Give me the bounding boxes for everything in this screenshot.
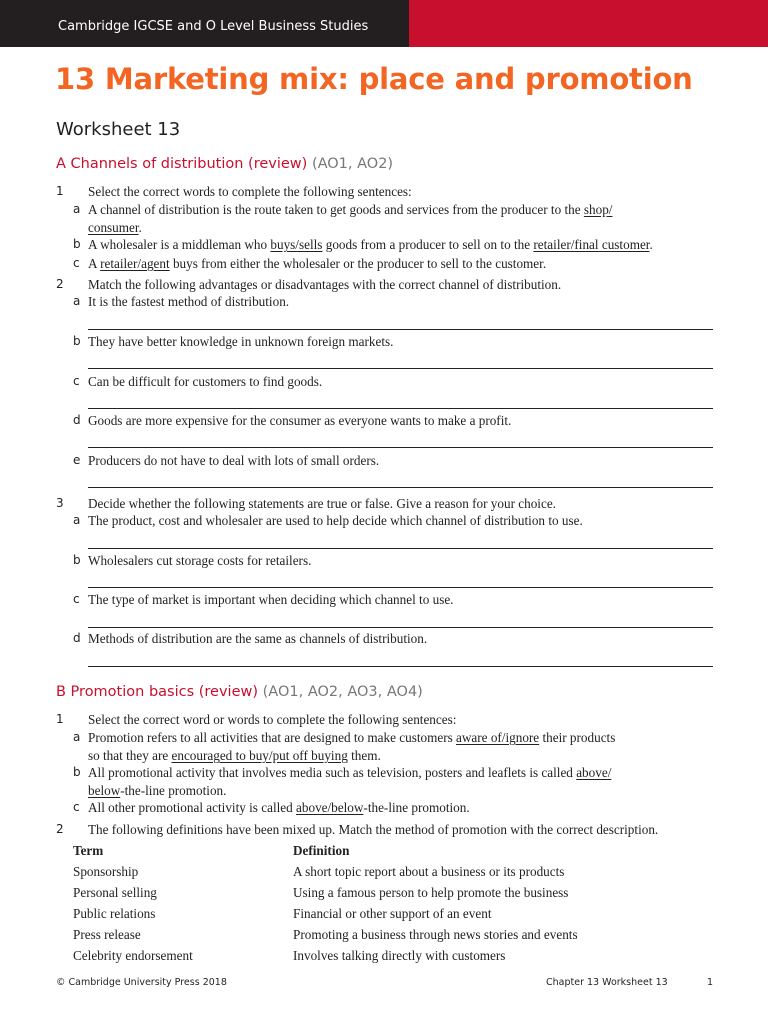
footer-copyright: © Cambridge University Press 2018 — [56, 977, 227, 988]
option-below[interactable]: below — [88, 783, 121, 798]
a-q1-b-letter: b — [73, 237, 81, 251]
b-q1-prompt: Select the correct word or words to complete the following sentences: — [88, 712, 457, 727]
footer-chapter-ref: Chapter 13 Worksheet 13 — [546, 977, 668, 988]
option-above[interactable]: above/ — [576, 765, 612, 780]
option-consumer[interactable]: consumer — [88, 220, 139, 235]
section-a-heading — [56, 156, 393, 172]
a-q2-prompt: Match the following advantages or disadvantages with the correct channel of distribution. — [88, 277, 562, 292]
a-q3-number: 3 — [56, 496, 64, 510]
col-term-header: Term — [73, 843, 104, 858]
option-buys-sells[interactable]: buys/sells — [270, 237, 323, 252]
section-b-ao: (AO1, AO2, AO3, AO4) — [262, 684, 423, 700]
a-q1-c-text: A retailer/agent buys from either the wholesaler or the producer to sell to the customer. — [88, 256, 547, 271]
worksheet-title: Worksheet 13 — [56, 119, 181, 140]
section-b-title: B Promotion basics (review) — [56, 684, 259, 700]
header-dark-block — [0, 0, 409, 47]
a-q2-number: 2 — [56, 277, 64, 291]
answer-line[interactable] — [88, 447, 713, 448]
option-encouraged-put-off[interactable]: encouraged to buy/put off buying — [171, 748, 348, 763]
option-retailer-agent[interactable]: retailer/agent — [100, 256, 170, 271]
header-red-block — [409, 0, 768, 47]
a-q1-b-text: A wholesaler is a middleman who buys/sells goods from a producer to sell on to the retailer/final customer. — [88, 237, 653, 252]
answer-line[interactable] — [88, 587, 713, 588]
option-above-below[interactable]: above/below — [296, 800, 364, 815]
answer-line[interactable] — [88, 487, 713, 488]
answer-line[interactable] — [88, 408, 713, 409]
answer-line[interactable] — [88, 329, 713, 330]
col-definition-header: Definition — [293, 843, 350, 858]
a-q1-number: 1 — [56, 184, 64, 198]
section-b-heading — [56, 684, 423, 700]
footer-page-number: 1 — [707, 977, 714, 988]
header-bar — [0, 0, 768, 47]
a-q1-prompt: Select the correct words to complete the following sentences: — [88, 184, 412, 199]
b-q2-number: 2 — [56, 822, 64, 836]
a-q1-a-text: A channel of distribution is the route taken to get goods and services from the producer to the shop/ — [88, 202, 613, 217]
a-q3-prompt: Decide whether the following statements are true or false. Give a reason for your choice. — [88, 496, 556, 511]
a-q1-c-letter: c — [73, 256, 80, 270]
b-q2-prompt: The following definitions have been mixed up. Match the method of promotion with the correct description. — [88, 822, 659, 837]
section-a-ao: (AO1, AO2) — [311, 156, 394, 172]
answer-line[interactable] — [88, 666, 713, 667]
answer-line[interactable] — [88, 368, 713, 369]
chapter-title: 13 Marketing mix: place and promotion — [55, 62, 693, 96]
section-a-title: A Channels of distribution (review) — [56, 156, 308, 172]
option-retailer-final-customer[interactable]: retailer/final customer — [533, 237, 650, 252]
option-aware-of-ignore[interactable]: aware of/ignore — [456, 730, 540, 745]
b-q1-number: 1 — [56, 712, 64, 726]
option-shop[interactable]: shop/ — [583, 202, 613, 217]
answer-line[interactable] — [88, 627, 713, 628]
answer-line[interactable] — [88, 548, 713, 549]
header-title: Cambridge IGCSE and O Level Business Studies — [58, 19, 369, 34]
a-q1-a-letter: a — [73, 202, 81, 216]
